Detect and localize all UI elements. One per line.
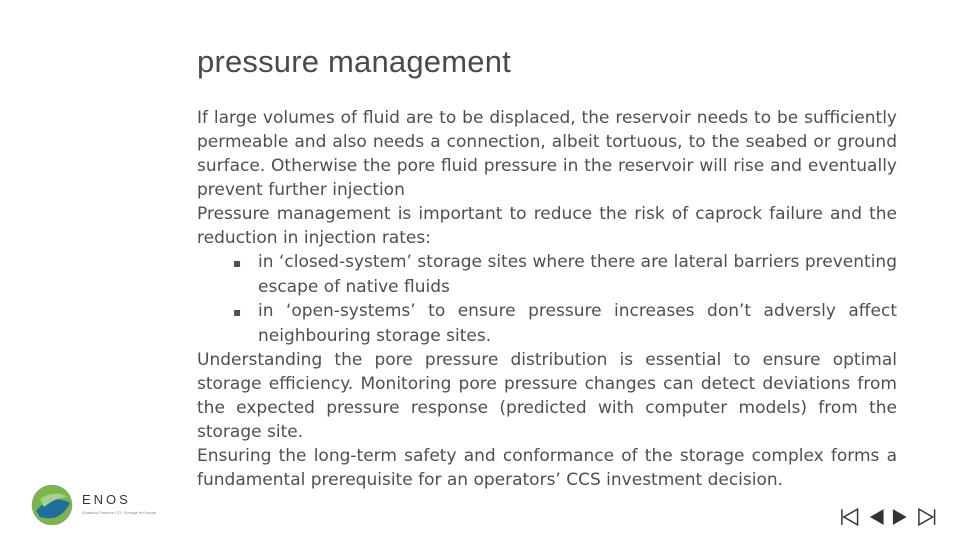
logo-wordmark: ENOS (82, 492, 131, 507)
bullet-open-systems (197, 299, 897, 348)
bullet-closed-system (197, 250, 897, 299)
bullet-list (197, 250, 897, 348)
slide-body (197, 106, 897, 492)
bullet-text: in ‘closed-system’ storage sites where there are lateral barriers preventing escape of native fluids (258, 252, 897, 297)
previous-slide-icon[interactable] (864, 505, 888, 529)
next-slide-icon[interactable] (889, 505, 913, 529)
slide-navigation (838, 505, 938, 529)
bullet-icon: ▪ (233, 305, 242, 319)
logo-tagline: Enabling Onshore CO₂ Storage in Europe (82, 510, 157, 515)
paragraph-pore-pressure: Understanding the pore pressure distribution is essential to ensure optimal storage efficiency. Monitoring pore pressure changes can detect deviations from the expected pressure response (predicted with computer models) from the storage site. (197, 350, 897, 442)
slide-title: pressure management (197, 44, 511, 79)
bullet-icon: ▪ (233, 256, 242, 270)
last-slide-icon[interactable] (915, 505, 939, 529)
paragraph-long-term-safety: Ensuring the long-term safety and conformance of the storage complex forms a fundamental prerequisite for an operators’ CCS investment decision. (197, 446, 897, 490)
paragraph-permeability: If large volumes of fluid are to be displaced, the reservoir needs to be sufficiently permeable and also needs a connection, albeit tortuous, to the seabed or ground surface. Otherwise the pore fluid pressure in the reservoir will rise and eventually prevent further injection (197, 108, 897, 200)
paragraph-pressure-management: Pressure management is important to reduce the risk of caprock failure and the reduction in injection rates: (197, 204, 897, 248)
bullet-text: in ‘open-systems’ to ensure pressure increases don’t adversly affect neighbouring storage sites. (258, 301, 897, 346)
first-slide-icon[interactable] (838, 505, 862, 529)
